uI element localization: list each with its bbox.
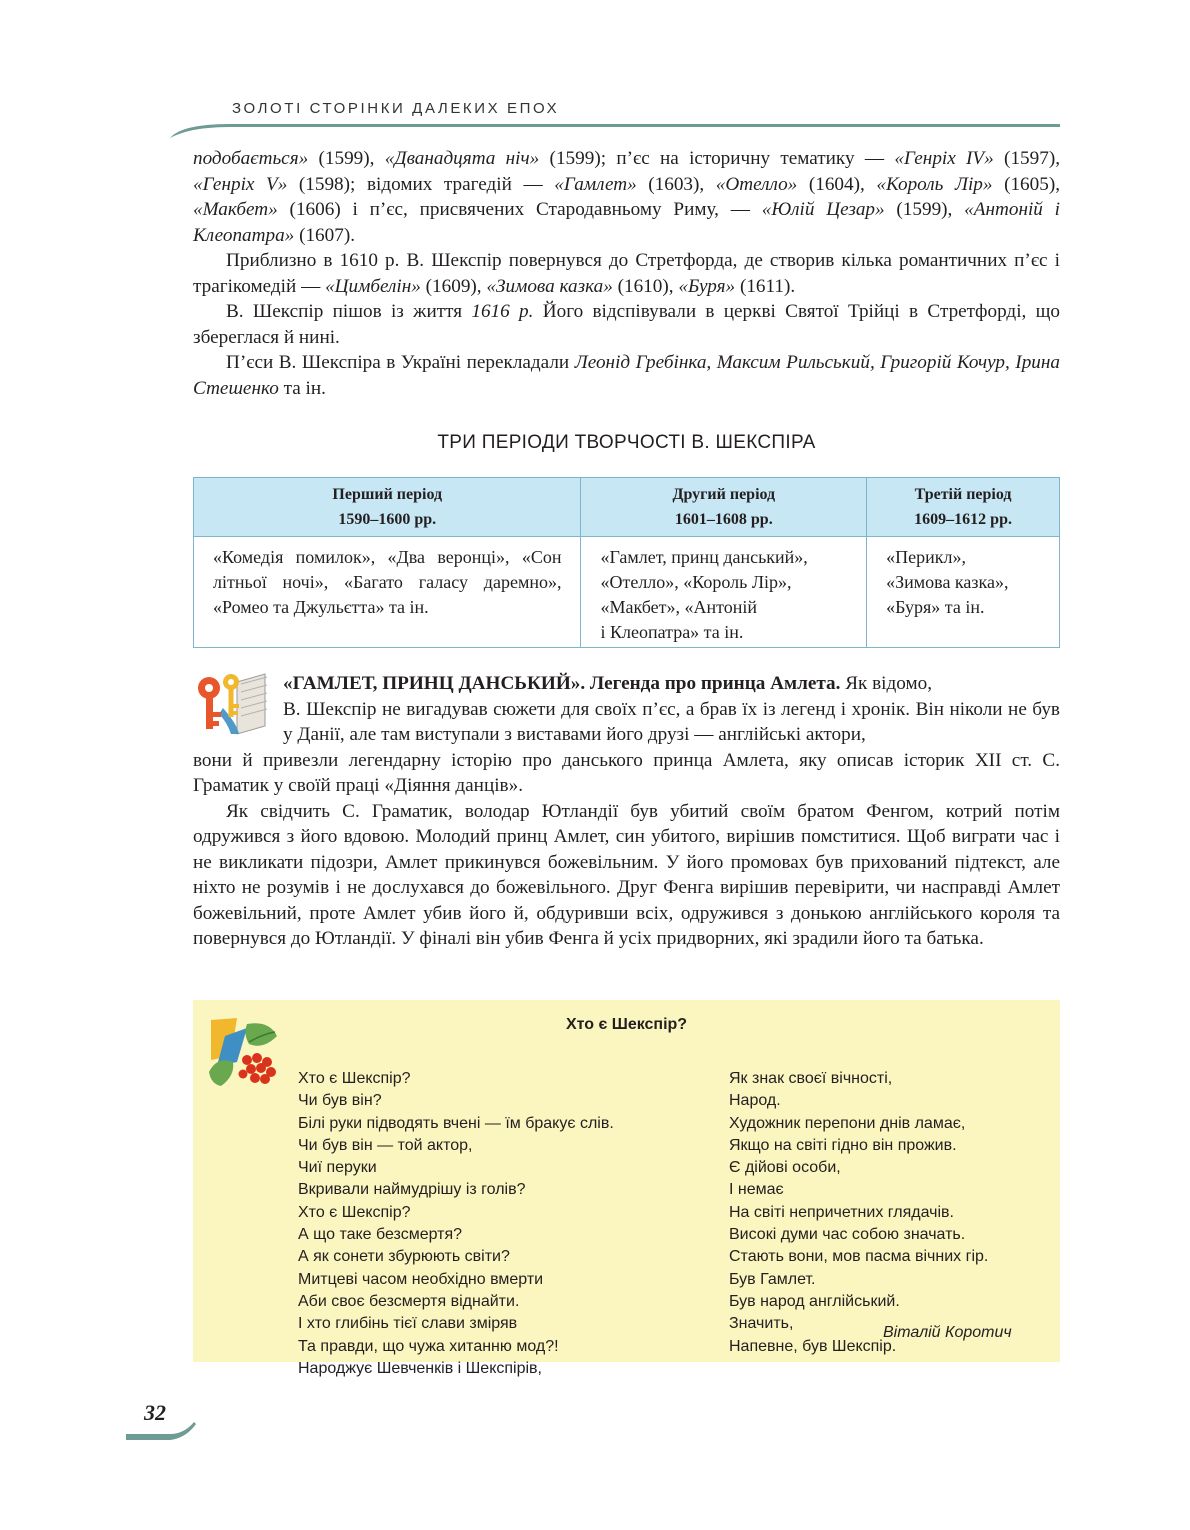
- poem-line: Та правди, що чужа хитанню мод?!: [298, 1337, 559, 1355]
- header-period-2: Другий період 1601–1608 рр.: [581, 478, 867, 537]
- intro-paragraph-3: В. Шекспір пішов із життя 1616 р. Його відспівували в церкві Святої Трійці в Стретфорді, що збереглася й нині.: [193, 301, 1060, 348]
- poem-line: Аби своє безсмертя віднайти.: [298, 1292, 520, 1310]
- table-row: [194, 537, 1060, 648]
- poem-line: Чиї перуки: [298, 1159, 377, 1177]
- page-number: 32: [144, 1400, 166, 1425]
- running-head: ЗОЛОТІ СТОРІНКИ ДАЛЕКИХ ЕПОХ: [232, 100, 560, 117]
- intro-paragraph-2: Приблизно в 1610 р. В. Шекспір повернувся до Стретфорда, де створив кілька романтичних п’єс і трагікомедій — «Цимбелін» (1609), «Зимова казка» (1610), «Буря» (1611).: [193, 250, 1060, 297]
- poem-line: Як знак своєї вічності,: [729, 1070, 893, 1087]
- poem-line: Народжує Шевченків і Шекспірів,: [298, 1359, 542, 1377]
- poem-line: Художник перепони днів ламає,: [729, 1114, 966, 1132]
- periods-table: [193, 477, 1060, 648]
- poem-line: Чи був він?: [298, 1092, 382, 1110]
- cell-period-1: «Комедія помилок», «Два веронці», «Сон літньої ночі», «Багато галасу даремно», «Ромео та Джульєтта» та ін.: [194, 537, 581, 648]
- poem-author: Віталій Коротич: [883, 1324, 1012, 1341]
- cell-period-3: «Перикл», «Зимова казка», «Буря» та ін.: [867, 537, 1060, 648]
- intro-paragraph-4: П’єси В. Шекспіра в Україні перекладали Леонід Гребінка, Максим Рильський, Григорій Кочур, Ірина Стешенко та ін.: [193, 352, 1060, 399]
- poem-line: Є дійові особи,: [729, 1159, 841, 1177]
- hamlet-heading: «ГАМЛЕТ, ПРИНЦ ДАНСЬКИЙ». Легенда про принца Амлета.: [283, 673, 841, 694]
- poem-line: І хто глибінь тієї слави зміряв: [298, 1315, 518, 1333]
- poem-line: Народ.: [729, 1092, 781, 1110]
- hamlet-first-line: «ГАМЛЕТ, ПРИНЦ ДАНСЬКИЙ». Легенда про принца Амлета. Як відомо,: [283, 673, 933, 694]
- poem-box: [193, 1000, 1060, 1377]
- header-period-3: Третій період 1609–1612 рр.: [867, 478, 1060, 537]
- poem-line: Якщо на світі гідно він прожив.: [729, 1136, 957, 1154]
- poem-line: Був Гамлет.: [729, 1270, 816, 1288]
- poem-line: Стають вони, мов пасма вічних гір.: [729, 1248, 989, 1266]
- poem-line: На світі непричетних глядачів.: [729, 1203, 954, 1221]
- table-header-row: [194, 478, 1060, 537]
- poem-line: Хто є Шекспір?: [298, 1070, 411, 1087]
- footer-rule: [120, 1420, 210, 1450]
- hamlet-paragraph-2: Як свідчить С. Граматик, володар Ютландії був убитий своїм братом Фенгом, котрий потім одружився з його вдовою. Молодий принц Амлет, син убитого, вирішив помститися. Щоб виграти час і не викликати підозри, Амлет прикинувся божевільним. У його промовах був прихований підтекст, але ніхто не розумів і не дослухався до божевільного. Друг Фенга вирішив перевірити, чи насправді Амлет божевільний, проте Амлет убив його й, обдуривши всіх, одружився з донькою англійського короля та повернувся до Ютландії. У фіналі він убив Фенга й усіх придворних, які зрадили його та батька.: [193, 800, 1060, 949]
- intro-text: [193, 146, 1060, 401]
- poem-line: Хто є Шекспір?: [298, 1203, 411, 1221]
- poem-column-left: [298, 1068, 614, 1380]
- cell-period-2: «Гамлет, принц данський», «Отелло», «Король Лір», «Макбет», «Антоній і Клеопатра» та ін.: [581, 537, 867, 648]
- intro-paragraph-1: подобається» (1599), «Дванадцята ніч» (1599); п’єс на історичну тематику — «Генріх IV» (1597), «Генріх V» (1598); відомих трагедій — «Гамлет» (1603), «Отелло» (1604), «Король Лір» (1605), «Макбет» (1606) і п’єс, присвячених Стародавньому Риму, — «Юлій Цезар» (1599), «Антоній і Клеопатра» (1607).: [193, 148, 1061, 246]
- poem-line: Високі думи час собою значать.: [729, 1226, 966, 1244]
- hamlet-paragraph-1-rest: вони й привезли легендарну історію про данського принца Амлета, яку описав історик XII ст. С. Граматик у своїй праці «Діяння данців».: [193, 749, 1060, 796]
- header-rule: [0, 118, 1190, 148]
- header-period-1: Перший період 1590–1600 рр.: [194, 478, 581, 537]
- table-title: ТРИ ПЕРІОДИ ТВОРЧОСТІ В. ШЕКСПІРА: [437, 432, 816, 453]
- poem-line: А що таке безсмертя?: [298, 1226, 463, 1244]
- poem-line: Білі руки підводять вчені — їм бракує слів.: [298, 1114, 614, 1132]
- hamlet-wrap-text: В. Шекспір не вигадував сюжети для своїх п’єс, а брав їх із легенд і хронік. Він ніколи не був у Данії, але там виступали з виставами його друзі — англійські актори,: [283, 698, 1060, 745]
- poem-line: Був народ англійський.: [729, 1292, 900, 1310]
- poem-line: Значить,: [729, 1315, 794, 1333]
- poem-line: Напевне, був Шекспір.: [729, 1337, 897, 1355]
- poem-line: Чи був він — той актор,: [298, 1136, 473, 1154]
- poem-column-right: [729, 1068, 988, 1358]
- hamlet-section: [193, 671, 1060, 952]
- poem-title: Хто є Шекспір?: [565, 1016, 688, 1033]
- poem-line: Митцеві часом необхідно вмерти: [298, 1270, 544, 1288]
- poem-line: А як сонети збурюють світи?: [298, 1248, 510, 1266]
- poem-line: І немає: [729, 1181, 784, 1199]
- poem-line: Вкривали наймудрішу із голів?: [298, 1181, 526, 1199]
